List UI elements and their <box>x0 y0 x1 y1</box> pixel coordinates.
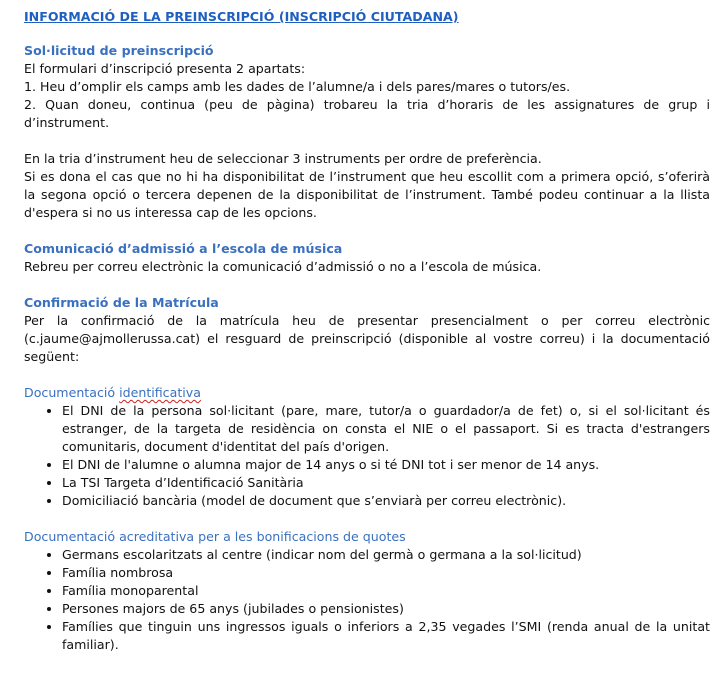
paragraph-availability: Si es dona el cas que no hi ha disponibilitat de l’instrument que heu escollit com a primera opció, s’oferirà la segona opció o tercera depenen de la disponibilitat de l’instrument. També podeu continuar a la llista d'espera si no us interessa cap de les opcions. <box>24 169 710 220</box>
list-item: • Domiciliació bancària (model de document que s’enviarà per correu electrònic). <box>62 492 710 510</box>
list-item: • Família monoparental <box>62 582 710 600</box>
paragraph-step-2: 2. Quan doneu, continua (peu de pàgina) trobareu la tria d’horaris de les assignatures de grup i d’instrument. <box>24 97 710 130</box>
paragraph-step-1: 1. Heu d’omplir els camps amb les dades de l’alumne/a i dels pares/mares o tutors/es. <box>24 79 571 94</box>
list-item: • Persones majors de 65 anys (jubilades o pensionistes) <box>62 600 710 618</box>
heading-confirmacio: Confirmació de la Matrícula <box>24 295 219 310</box>
identificativa-list <box>24 402 710 510</box>
heading-documentacio-identificativa <box>24 384 710 402</box>
heading-sollicitud: Sol·licitud de preinscripció <box>24 43 214 58</box>
list-item: • Germans escolaritzats al centre (indicar nom del germà o germana a la sol·licitud) <box>62 546 710 564</box>
list-item: • El DNI de la persona sol·licitant (pare, mare, tutor/a o guardador/a de fet) o, si el sol·licitant és estranger, de la targeta de residència on consta el NIE o el passaport. Si es tracta d'estrangers comunitaris, document d'identitat del país d'origen. <box>62 402 710 456</box>
heading-documentacio-word: Documentació <box>24 385 120 400</box>
acreditativa-list <box>24 546 710 654</box>
paragraph-form-sections: El formulari d’inscripció presenta 2 apartats: <box>24 61 306 76</box>
heading-documentacio-acreditativa: Documentació acreditativa per a les bonificacions de quotes <box>24 529 406 544</box>
paragraph-confirmacio: Per la confirmació de la matrícula heu de presentar presencialment o per correu electrònic (c.jaume@ajmollerussa.cat) el resguard de preinscripció (disponible al vostre correu) i la documentació següent: <box>24 313 710 364</box>
heading-comunicacio: Comunicació d’admissió a l’escola de música <box>24 241 343 256</box>
list-item: • La TSI Targeta d’Identificació Sanitària <box>62 474 710 492</box>
paragraph-instrument-choice: En la tria d’instrument heu de seleccionar 3 instruments per ordre de preferència. <box>24 151 542 166</box>
document-title: INFORMACIÓ DE LA PREINSCRIPCIÓ (INSCRIPCIÓ CIUTADANA) <box>24 9 459 24</box>
spellcheck-underlined-word: identificativa <box>119 385 201 400</box>
list-item: • Família nombrosa <box>62 564 710 582</box>
list-item: • El DNI de l'alumne o alumna major de 14 anys o si té DNI tot i ser menor de 14 anys. <box>62 456 710 474</box>
paragraph-comunicacio: Rebreu per correu electrònic la comunicació d’admissió o no a l’escola de música. <box>24 259 542 274</box>
list-item: • Famílies que tinguin uns ingressos iguals o inferiors a 2,35 vegades l’SMI (renda anual de la unitat familiar). <box>62 618 710 654</box>
